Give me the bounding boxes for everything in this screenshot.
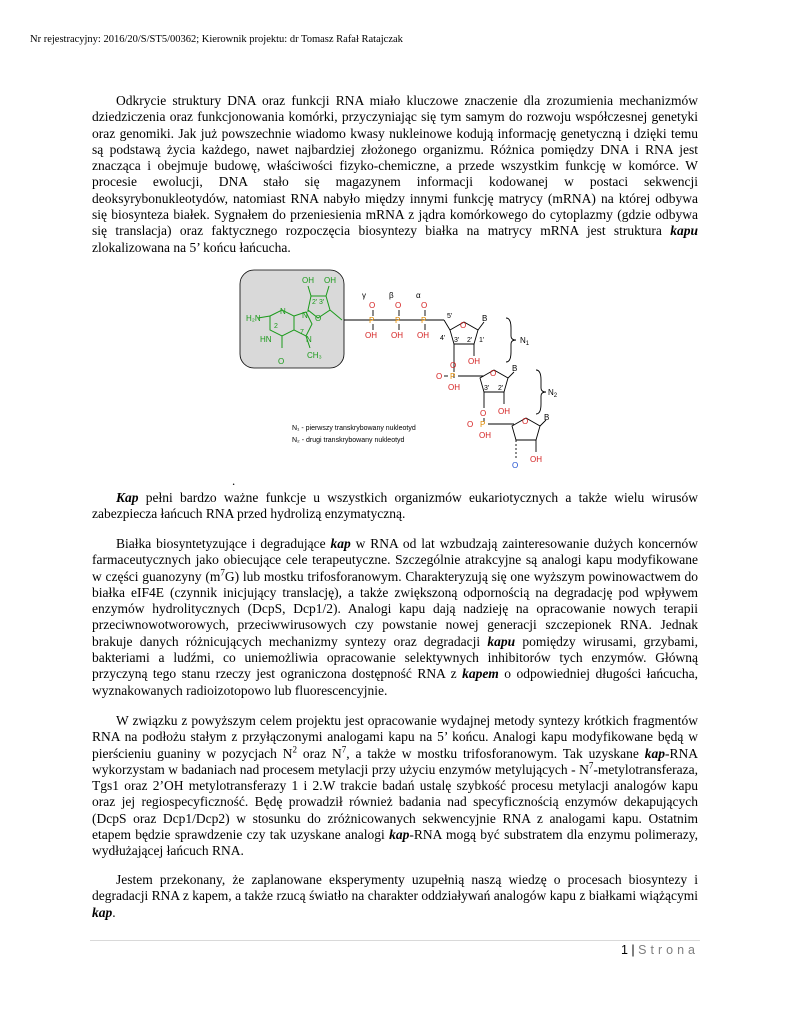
n3-o-link: O	[512, 461, 519, 470]
paragraph-goal-text-6: -RNA mogą być substratem dla enzymu polimerazy, wydłużającej łańcuch RNA.	[92, 827, 698, 859]
figure-trailing-dot: .	[232, 473, 236, 488]
kap-term: kap	[330, 536, 351, 551]
cap-n-plus: N	[306, 335, 312, 344]
paragraph-proteins	[92, 536, 698, 699]
phosphate-alpha: P	[421, 316, 427, 325]
paragraph-goal-text-3: , a także w mostku trifosforanowym. Tak uzyskane	[346, 745, 645, 761]
cap-n-right: N	[302, 311, 308, 320]
n1-4prime: 4'	[440, 335, 446, 342]
n2-label-letter: N	[548, 388, 554, 397]
kap-term: kap	[92, 904, 113, 920]
n2-phosphate: P	[450, 372, 456, 381]
phosphate-alpha-o: O	[421, 301, 428, 310]
footer-label: Strona	[638, 943, 699, 957]
n3-oh: OH	[530, 455, 542, 464]
alpha-label: α	[416, 291, 421, 300]
cap-structure-diagram	[236, 268, 576, 478]
n3-ring-o: O	[522, 417, 529, 426]
cap-pos-3p: 3'	[319, 299, 325, 306]
paragraph-goal-text-4: -RNA wykorzystam w badaniach nad procesem metylacji przy użyciu enzymów metylujących - N	[92, 745, 699, 777]
superscript: 2	[292, 744, 297, 755]
phosphate-beta-oh: OH	[391, 331, 403, 340]
n2-label-sub: 2	[553, 393, 558, 399]
page-number: 1	[621, 943, 628, 957]
footer-divider	[90, 940, 700, 941]
paragraph-proteins-text-2: w RNA od lat wzbudzają zainteresowanie dużych koncernów farmaceutycznych jako obiecujące cele terapeutyczne. Szczególnie atrakcyjne są analogi kapu modyfikowane w części guanozyny (m	[92, 536, 698, 584]
superscript: 7	[341, 744, 347, 755]
n1-o-link: O	[450, 361, 457, 370]
n1-label-sub: 1	[525, 341, 530, 347]
n2-phosphate-o: O	[436, 372, 443, 381]
cap-oh-left: OH	[302, 276, 314, 285]
n3-phosphate-oh: OH	[479, 431, 491, 440]
legend-n2: N₂ - drugi transkrybowany nukleotyd	[292, 437, 405, 444]
cap-num-7: 7	[300, 329, 304, 336]
kap-term: Kap	[116, 490, 139, 505]
paragraph-conclusion-text-2: .	[112, 904, 116, 920]
paragraph-proteins-text-3: G) lub mostku trifosforanowym. Charakteryzują się one wyższym powinowactwem do białka eIF4E (czynnik inicjujący translację), a także zwiększoną odpornością na degradację pod wpływem enzymów hydrolitycznych (DcpS, Dcp1/2). Analogi kapu dają nadzieję na opracowanie nowych terapii przeciwnowotworowych, przeciwwirusowych czy powstanie nowej generacji szczepionek RNA. Jednak brakuje danych różnicujących mechanizmy syntezy oraz degradacji	[92, 568, 699, 649]
five-prime-label: 5'	[447, 313, 453, 320]
n1-ring-o: O	[460, 321, 467, 330]
superscript: 7	[588, 760, 594, 771]
paragraph-intro-text: Odkrycie struktury DNA oraz funkcji RNA miało kluczowe znaczenie dla zrozumienia mechanizmów dziedziczenia oraz funkcjonowania komórki, przyczyniając się tym samym do rozwoju współczesnej genetyki oraz genomiki. Jak już powszechnie wiadomo kwasy nukleinowe kodują informację genetyczną i dzięki temu są podstawą życia każdego, nawet najbardziej złożonego organizmu. Różnica pomiędzy DNA i RNA jest znacząca i obejmuje budowę, właściwości fizyko-chemiczne, a przede wszystkim funkcję w komórce. W procesie ewolucji, DNA stało się magazynem informacji kodowanej w postaci sekwencji deoksyrybonukleotydów, natomiast RNA nabyło między innymi funkcję matrycy (mRNA) na której odbywa się biosynteza białek. Sygnałem do przeniesienia mRNA z jądra komórkowego do cytoplazmy (gdzie odbywa się translacja) oraz faktycznego rozpoczęcia biosyntezy białka na matrycy mRNA jest struktura	[92, 93, 698, 239]
kap-term: kap	[389, 827, 410, 843]
phosphate-gamma-o: O	[369, 301, 376, 310]
cap-pos-2p: 2'	[312, 299, 318, 306]
cap-structure-figure	[236, 268, 576, 478]
paragraph-goal-text-5: -metylotransferaza, Tgs1 oraz 2’OH metylotransferazy 1 i 2.W trakcie badań ustalę szybkość procesu metylacji analogów kapu oraz jej regiospecyficzność. Będę prowadził również badania nad specyficznością enzymów dekapujących (DcpS oraz Dcp1/Dcp2) w stosunku do zróżnicowanych sekwencyjnie RNA z analogami kapu. Ostatnim etapem będzie sprawdzenie czy tak uzyskane analogi	[92, 761, 698, 843]
n2-o-link: O	[480, 409, 487, 418]
kap-term: kapem	[462, 666, 499, 682]
cap-o-ring: O	[315, 314, 322, 323]
paragraph-conclusion-text-1: Jestem przekonany, że zaplanowane eksperymenty uzupełnią naszą wiedzę o procesach biosyntezy i degradacji RNA z kapem, a także rzucą światło na charakter oddziaływań analogów kapu z białkami wiążącymi	[92, 872, 698, 904]
n2-base: B	[512, 364, 518, 373]
paragraph-kap-function-text: pełni bardzo ważne funkcje u wszystkich organizmów eukariotycznych a także wielu wirusów zabezpiecza łańcuch RNA przed hydrolizą enzymatyczną.	[92, 490, 698, 522]
n3-base: B	[544, 413, 550, 422]
paragraph-intro	[92, 93, 698, 256]
phosphate-beta-o: O	[395, 301, 402, 310]
superscript: 7	[220, 567, 225, 578]
n1-2prime: 2'	[467, 337, 473, 344]
n3-phosphate-o: O	[467, 420, 474, 429]
paragraph-proteins-text-5: o odpowiedniej długości łańcucha, wyznakowanych radioizotopowo lub fluorescencyjnie.	[92, 666, 698, 698]
cap-num-2: 2	[274, 323, 278, 330]
phosphate-gamma: P	[369, 316, 375, 325]
phosphate-beta: P	[395, 316, 401, 325]
gamma-label: γ	[362, 291, 366, 300]
n2-ring-o: O	[490, 369, 497, 378]
document-header: Nr rejestracyjny: 2016/20/S/ST5/00362; Kierownik projektu: dr Tomasz Rafał Ratajczak	[30, 34, 403, 45]
kap-term: kapu	[670, 223, 698, 239]
n2-phosphate-oh: OH	[448, 383, 460, 392]
cap-hn: HN	[260, 335, 272, 344]
paragraph-proteins-text-4: pomiędzy wirusami, grzybami, bakteriami a ludźmi, co uniemożliwia opracowanie selektywnych inhibitorów tych enzymów. Główną przyczyną tego stanu rzeczy jest ograniczona dostępność RNA z	[92, 633, 698, 682]
page-footer	[621, 943, 699, 957]
n2-oh: OH	[498, 407, 510, 416]
n3-phosphate: P	[480, 420, 486, 429]
n1-label	[520, 336, 530, 347]
n1-oh: OH	[468, 357, 480, 366]
n1-label-letter: N	[520, 336, 526, 345]
n2-3prime: 3'	[484, 385, 490, 392]
phosphate-gamma-oh: OH	[365, 331, 377, 340]
n2-2prime: 2'	[498, 385, 504, 392]
paragraph-conclusion	[92, 872, 698, 921]
n1-base: B	[482, 314, 488, 323]
paragraph-goal-text-1: W związku z powyższym celem projektu jest opracowanie wydajnej metody syntezy krótkich fragmentów RNA na podłożu stałym z przyłączonymi analogami kapu na 5’ końcu. Analogi kapu modyfikowane będą w pierścieniu guaniny w pozycjach N	[92, 713, 698, 761]
kap-term: kap	[644, 745, 666, 761]
cap-ch3: CH₃	[307, 351, 322, 360]
paragraph-project-goal	[92, 713, 698, 860]
n2-label	[548, 388, 558, 399]
n1-1prime: 1'	[479, 337, 485, 344]
legend-n1: N₁ - pierwszy transkrybowany nukleotyd	[292, 425, 416, 432]
paragraph-kap-function	[92, 490, 698, 523]
cap-o-carbonyl: O	[278, 357, 285, 366]
cap-n-top: N	[280, 307, 286, 316]
phosphate-alpha-oh: OH	[417, 331, 429, 340]
footer-separator: |	[627, 943, 639, 957]
cap-h2n: H₂N	[246, 314, 261, 323]
paragraph-intro-end: zlokalizowana na 5’ końcu łańcucha.	[92, 239, 291, 255]
paragraph-proteins-text-1: Białka biosyntetyzujące i degradujące	[116, 536, 331, 551]
n1-3prime: 3'	[454, 337, 460, 344]
beta-label: β	[389, 291, 394, 300]
paragraph-goal-text-2: oraz N	[296, 745, 342, 761]
cap-oh-right: OH	[324, 276, 336, 285]
kap-term: kapu	[487, 633, 516, 649]
